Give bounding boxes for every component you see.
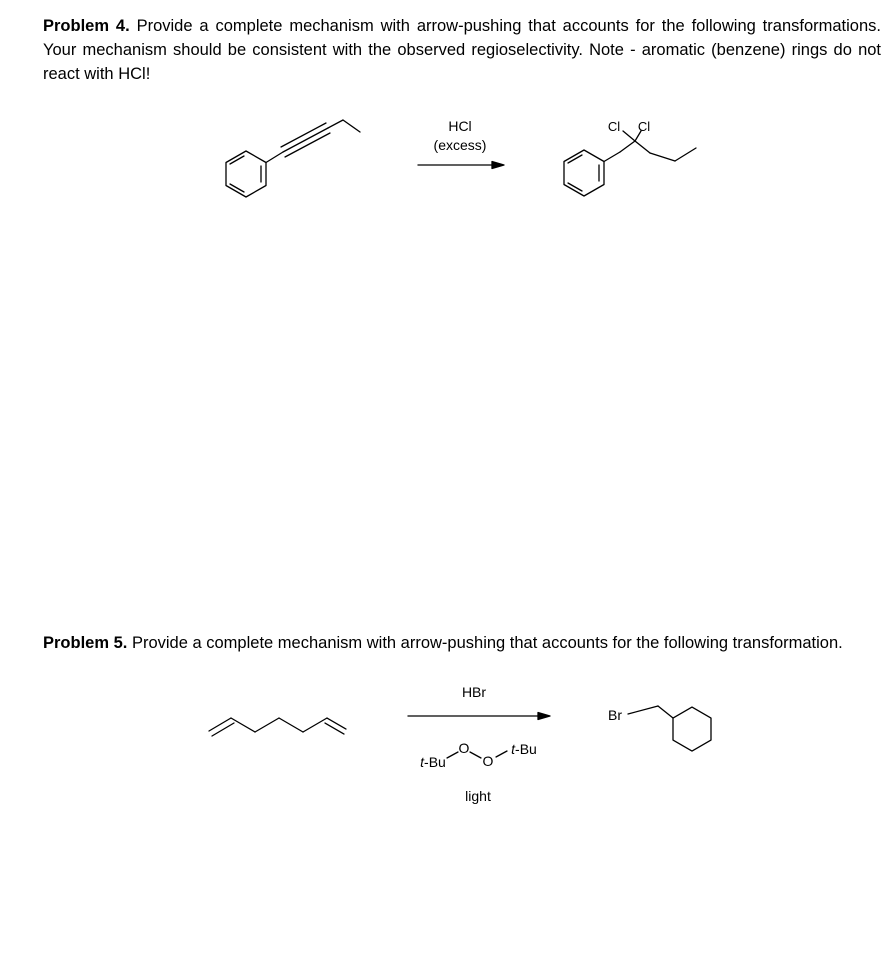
- problem-4-text: Provide a complete mechanism with arrow-pushing that accounts for the following transformations. Your mechanism should be consistent with the observed regioselectivity. Note - aromatic (benzene) rings do not react with HCl!: [43, 17, 881, 83]
- problem-4-label: Problem 4.: [43, 17, 130, 35]
- product-cyclohexane-ring: [673, 707, 711, 751]
- bromine-label: Br: [608, 707, 622, 723]
- peroxide-oxygen-2: O: [482, 753, 494, 769]
- peroxide-tbu-left: t-Bu: [420, 754, 446, 770]
- problem-4-reagent: HCl: [448, 118, 472, 134]
- product-bromomethyl-bond: [628, 706, 673, 718]
- peroxide-oxygen-1: O: [458, 740, 470, 756]
- reactant-diene: [209, 718, 346, 736]
- problem-5-text: Provide a complete mechanism with arrow-pushing that accounts for the following transformation.: [131, 634, 843, 652]
- peroxide-structure-bonds: [447, 751, 507, 758]
- chlorine-label-1: Cl: [607, 119, 621, 134]
- problem-5-label: Problem 5.: [43, 634, 128, 652]
- peroxide-tbu-right: t-Bu: [511, 741, 537, 757]
- chlorine-label-2: Cl: [637, 119, 651, 134]
- problem-5-condition: light: [465, 788, 491, 804]
- problem-5-reaction-arrow: [408, 713, 550, 720]
- problem-5-reagent: HBr: [461, 684, 487, 700]
- problem-4-condition: (excess): [433, 137, 487, 153]
